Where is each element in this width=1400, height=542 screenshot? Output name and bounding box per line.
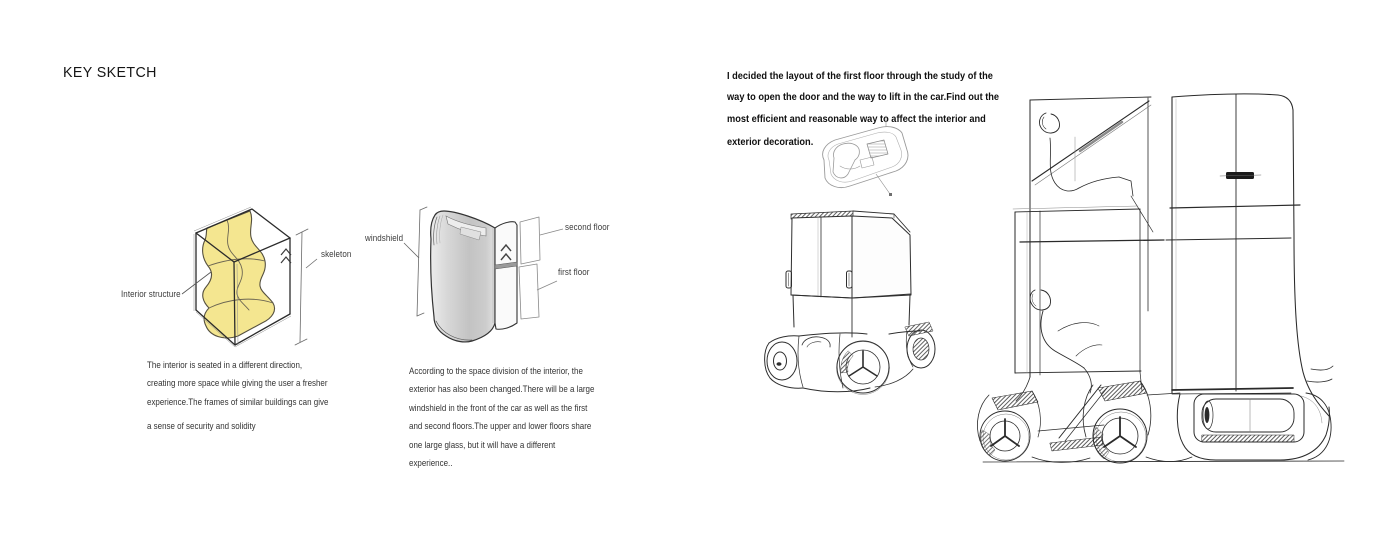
caption-line: and second floors.The upper and lower floors share [409, 421, 592, 433]
caption-line: windshield in the front of the car as well as the first [409, 402, 588, 414]
leader-line [540, 229, 563, 235]
paragraph-line: most efficient and reasonable way to affect the interior and [727, 112, 986, 125]
side-panel [495, 222, 517, 330]
label-skeleton: skeleton [321, 249, 352, 260]
skeleton-bracket [295, 229, 308, 345]
floor-plan-sketch [810, 110, 920, 205]
exterior-caption [409, 363, 594, 473]
label-windshield: windshield [365, 233, 404, 244]
caption-line: exterior has also been changed.There will be a large [409, 384, 595, 396]
paragraph-line: exterior decoration. [727, 136, 814, 149]
label-first-floor: first floor [558, 267, 590, 278]
interior-caption [147, 357, 328, 437]
caption-line: experience.. [409, 458, 453, 470]
floor-planes [519, 217, 540, 319]
leader-line [306, 259, 317, 268]
paragraph-line: I decided the layout of the first floor through the study of the [727, 70, 993, 82]
interior-structure-sketch [110, 190, 370, 370]
caption-line: The interior is seated in a different direction, [147, 360, 303, 371]
page-title: KEY SKETCH [63, 64, 157, 81]
caption-line: one large glass, but it will have a different [409, 439, 556, 451]
windshield-bracket [417, 207, 427, 316]
caption-line: According to the space division of the interior, the [409, 366, 583, 377]
leader-line [404, 243, 419, 258]
windshield-surface [431, 211, 495, 342]
concept-van-sketch-large [980, 85, 1380, 477]
leader-line [537, 281, 557, 290]
caption-line: creating more space while giving the user a fresher [147, 378, 328, 390]
caption-line: a sense of security and solidity [147, 421, 256, 433]
leader-line [876, 174, 890, 194]
label-interior-structure: Interior structure [121, 289, 181, 300]
paragraph-line: way to open the door and the way to lift in the car.Find out the [727, 91, 1000, 104]
concept-van-sketch-small [755, 195, 955, 395]
label-second-floor: second floor [565, 222, 610, 233]
caption-line: experience.The frames of similar buildings can give [147, 396, 329, 408]
interior-highlight-surface [203, 211, 275, 338]
